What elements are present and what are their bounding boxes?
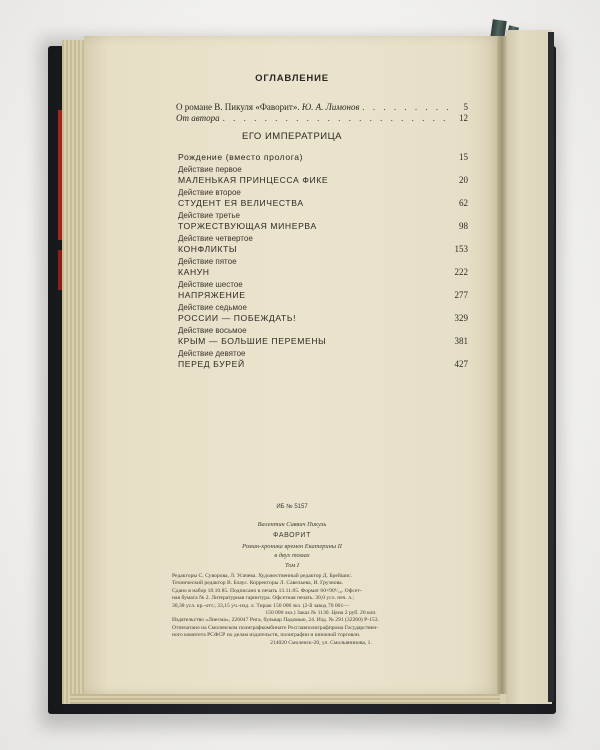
toc-act-label: Действие седьмое [178,303,247,312]
toc-entry-page: 329 [454,313,468,323]
colophon-line: Издательство «Лиесма», 226047 Рига, бульвар Падомью, 24. Изд. № 291 (32260) Р-153. [172,617,379,624]
toc-front-item [176,113,468,124]
toc-act-label: Действие восьмое [178,326,247,335]
toc-entry-page: 222 [454,267,468,277]
toc-entry-title-text: Рождение (вместо пролога) [178,152,304,162]
toc-entry-page: 15 [459,152,468,162]
colophon-line: 214020 Смоленск-20, ул. Смольянинова, 1. [270,639,372,646]
toc-entry-title [178,198,468,208]
toc-act-label: Действие шестое [178,280,243,289]
toc-entry-page: 153 [454,244,468,254]
imprint-title: ФАВОРИТ [273,532,311,539]
toc-entry-title-text: МАЛЕНЬКАЯ ПРИНЦЕССА ФИКЕ [178,175,329,185]
colophon-line: Редакторы С. Суворова, Л. Усачева. Художественный редактор Д. Брейшис. [172,573,353,579]
toc-entry-title [178,244,468,254]
toc-entry-title [178,290,468,300]
colophon-line: ная бумага № 2. Литературная гарнитура. Офсетная печать. 30,0 усл. печ. л.; [172,595,354,602]
toc-entry-page: 427 [454,359,468,369]
toc-entry-title [178,313,468,323]
colophon-line: Технический редактор В. Блаус. Корректоры Л. Савельева, И. Грузнова. [172,580,344,587]
imprint-volumes: в двух томах [274,552,310,559]
toc-entry-page: 62 [459,198,468,208]
toc-entry-title-text: СТУДЕНТ ЕЯ ВЕЛИЧЕСТВА [178,198,304,208]
toc-entry-page: 98 [459,221,468,231]
toc-entry-title [178,221,468,231]
imprint-genre: Роман-хроника времен Екатерины II [242,543,342,550]
colophon [172,573,470,647]
toc-front-label-plain: О романе В. Пикуля «Фаворит». [176,102,302,112]
toc-act-label: Действие третье [178,211,240,220]
dot-leader [223,113,451,124]
part-heading: ЕГО ИМПЕРАТРИЦА [241,131,342,142]
toc-entry-title [178,267,468,277]
imprint-volume-number: Том I [284,562,300,569]
toc-act-label: Действие четвертое [178,234,253,243]
toc-entry-title-text: КОНФЛИКТЫ [178,244,238,254]
toc-act-label: Действие второе [178,188,241,197]
toc-act-label: Действие пятое [178,257,237,266]
toc-entry-title-text: ТОРЖЕСТВУЮЩАЯ МИНЕРВА [178,221,317,231]
toc-entry-title-text: КАНУН [178,267,210,277]
toc-entry-title-text: КРЫМ — БОЛЬШИЕ ПЕРЕМЕНЫ [178,336,327,346]
toc-entry-page: 20 [459,175,468,185]
toc-entry-title-text: РОССИИ — ПОБЕЖДАТЬ! [178,313,297,323]
colophon-line: 150 000 экз.) Заказ № 1130. Цена 2 руб. 20 коп. [265,610,377,617]
colophon-line: Сдано в набор 18.10.85. Подписано в печать 13.11.85. Формат 60×90¹/₁₆. Офсет- [172,587,362,594]
colophon-line: ного комитета РСФСР по делам издательств, полиграфии и книжной торговли. [172,632,361,639]
toc-front-label-italic: Ю. А. Лимонов [301,102,360,112]
toc-entry-title-text: НАПРЯЖЕНИЕ [178,290,246,300]
toc-front-label [176,102,359,113]
toc-entry-title-text: ПЕРЕД БУРЕЙ [178,359,245,369]
toc-heading: ОГЛАВЛЕНИЕ [255,73,329,84]
toc-front-page: 5 [463,102,468,112]
toc-entry-page: 381 [454,336,468,346]
colophon-line: 30,38 усл. кр.-отт.; 33,15 уч.-изд. л. Тираж 150 000 экз. (2-й завод 70 001— [172,602,349,609]
colophon-line: Отпечатано на Смоленском полиграфкомбинате Росглавполиграфпрома Государствен- [172,624,379,631]
toc-act-label: Действие первое [178,165,242,174]
toc-entry-title [178,359,468,369]
toc-entry-title [178,336,468,346]
toc-entry-title [178,152,468,162]
toc-act-label: Действие девятое [178,349,246,358]
toc-front-item [176,102,468,113]
dot-leader [362,102,451,113]
imprint-ib-number: ИБ № 5157 [276,504,308,510]
toc-front-page: 12 [459,113,468,123]
toc-front-label-italic: От автора [176,113,220,123]
toc-entry-title [178,175,468,185]
toc-entry-page: 277 [454,290,468,300]
imprint-author: Валентин Саввич Пикуль [257,521,327,528]
